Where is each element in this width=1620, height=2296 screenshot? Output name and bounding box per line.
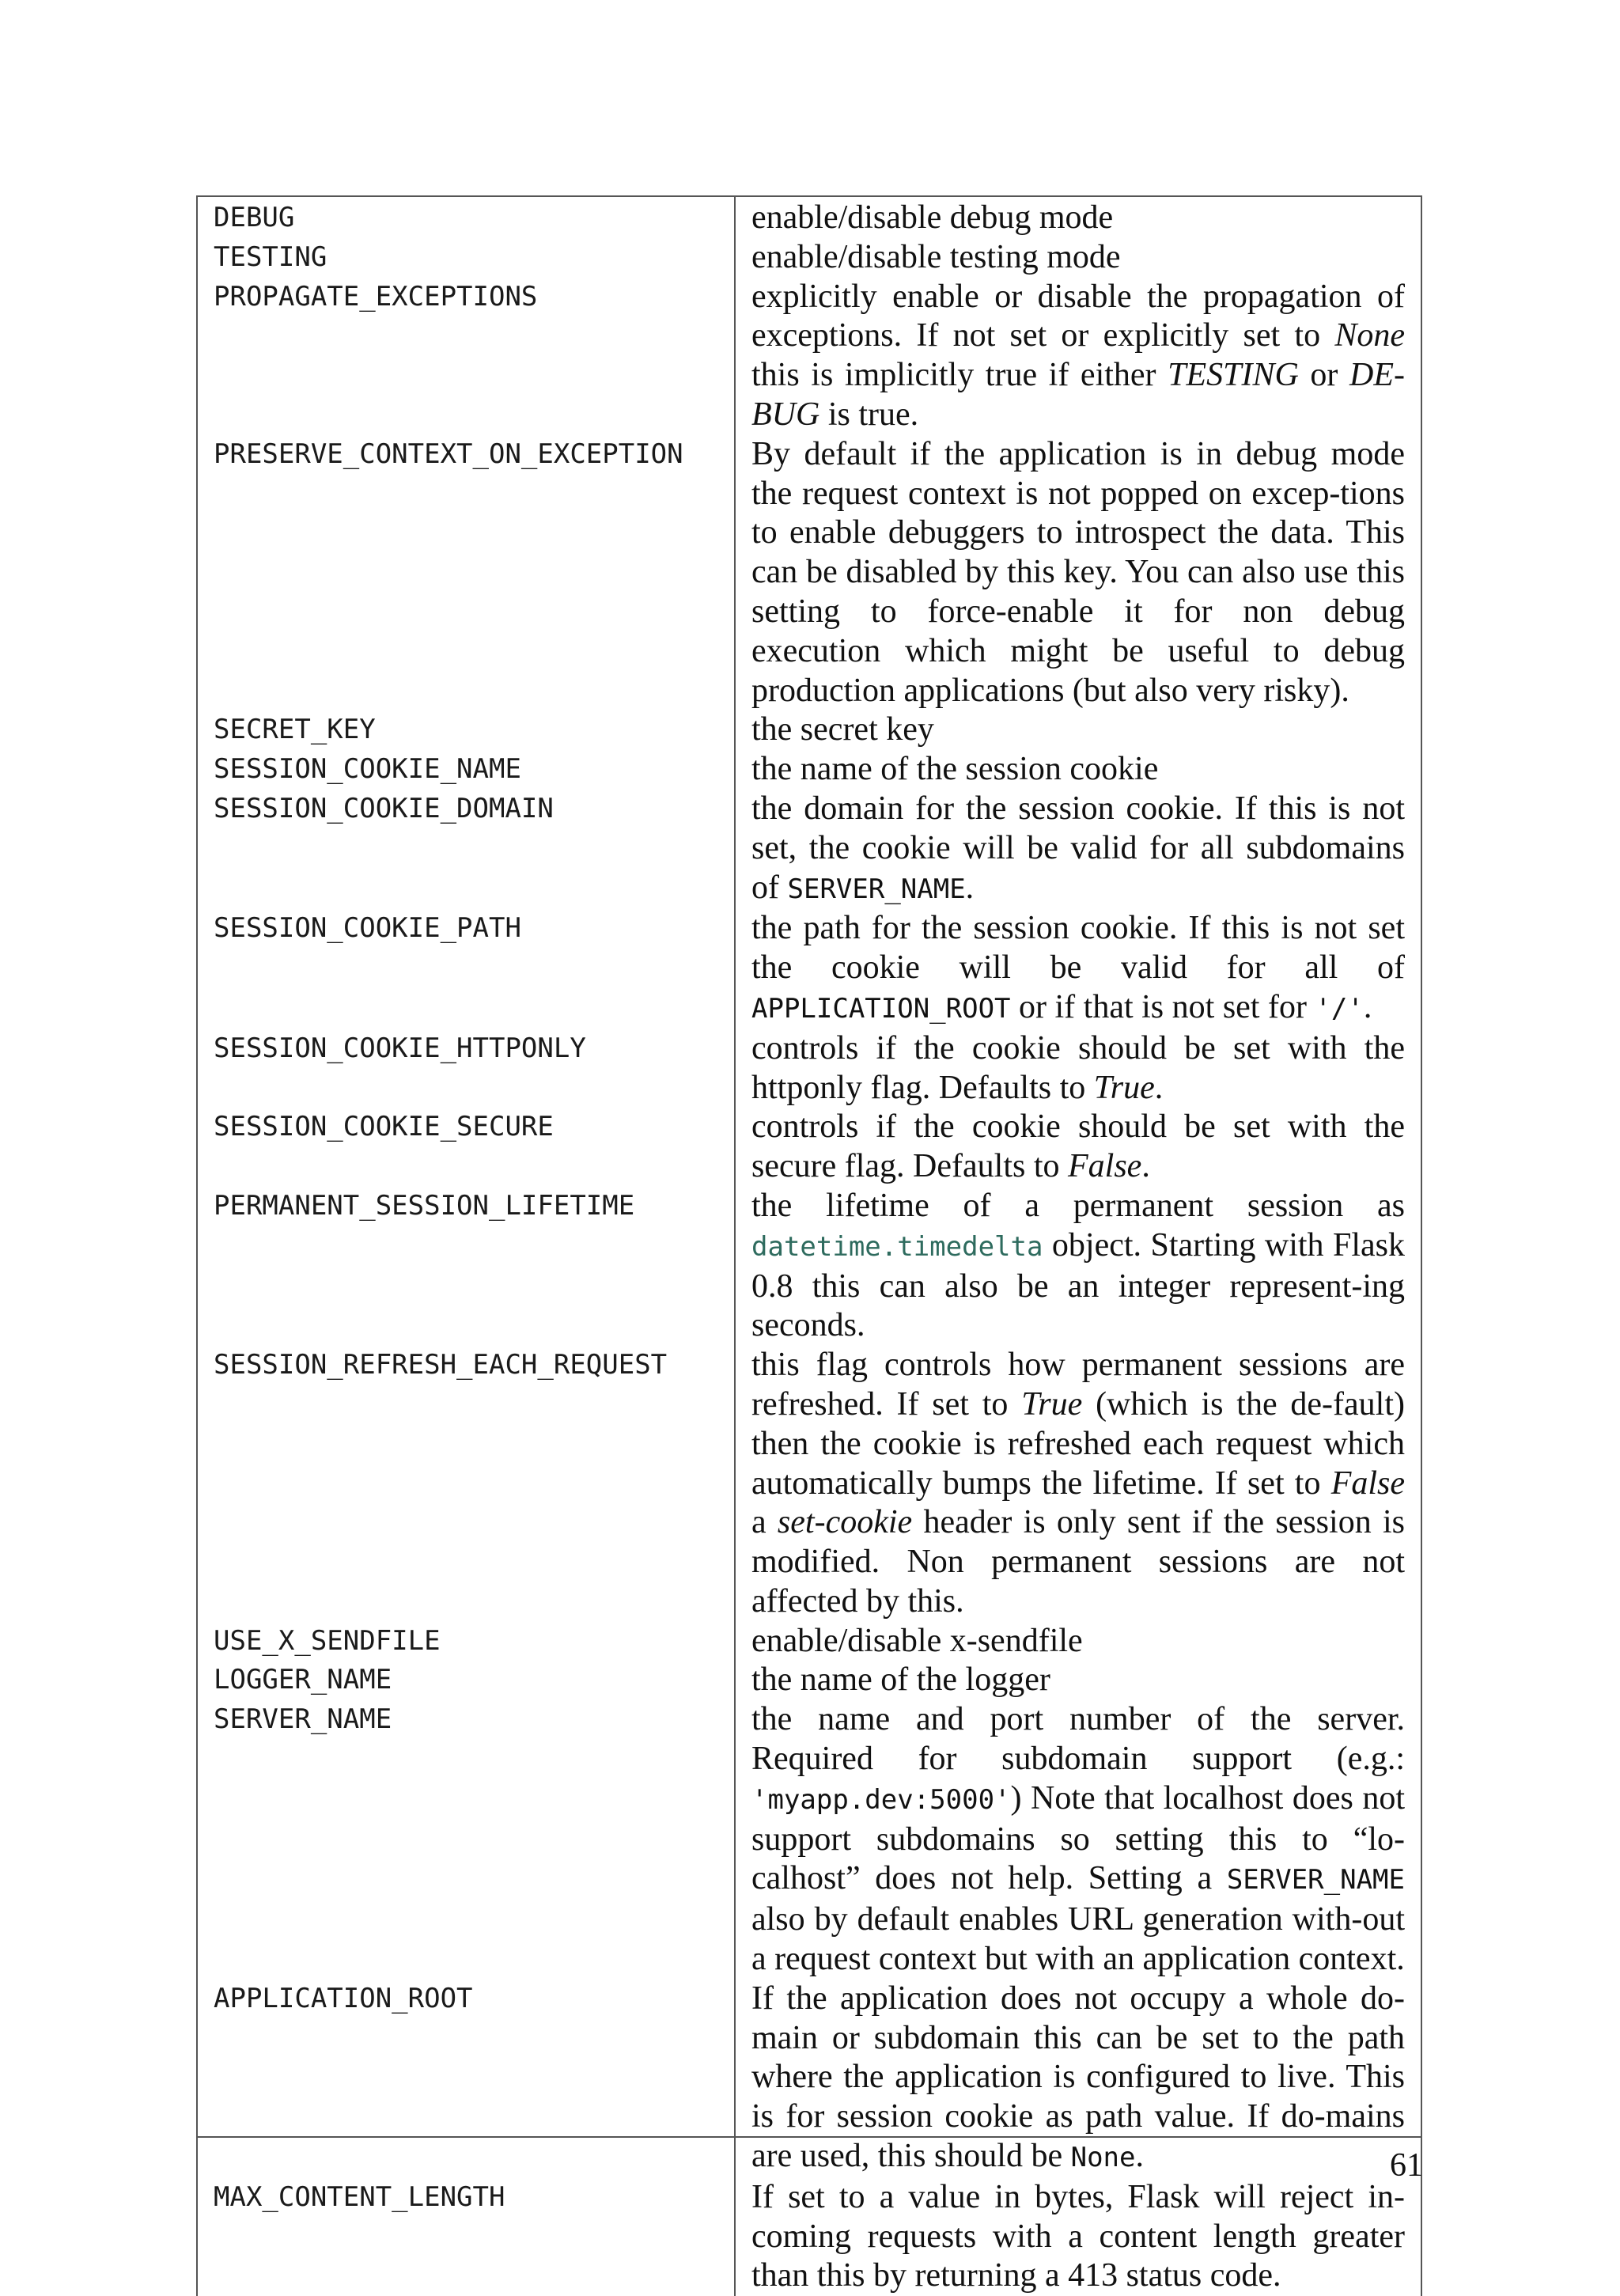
description-text: explicitly enable or disable the propagation of exceptions. If not set or explicitly set to <box>751 278 1405 354</box>
config-key: PROPAGATE_EXCEPTIONS <box>197 278 735 435</box>
description-text: ) Note that localhost does not support subdomains so setting this to “lo-calhost” does not help. Setting a <box>751 1779 1405 1897</box>
description-text: the secret key <box>751 711 934 748</box>
inline-code: 'myapp.dev:5000' <box>751 1783 1011 1816</box>
doc-link[interactable]: datetime.timedelta <box>751 1230 1043 1263</box>
config-key: SESSION_COOKIE_NAME <box>197 750 735 790</box>
inline-code: SERVER_NAME <box>1226 1864 1405 1896</box>
inline-code: SERVER_NAME <box>787 873 966 905</box>
description-text: also by default enables URL generation with-out a request context but with an application context. <box>751 1901 1405 1978</box>
description-text: By default if the application is in debug mode the request context is not popped on excep-tions to enable debuggers to introspect the data. This can be disabled by this key. You can also use this setting to force-enable it for non debug execution which might be useful to debug production applications (but also very risky). <box>751 435 1405 709</box>
description-text: enable/disable x-sendfile <box>751 1622 1083 1659</box>
config-key: DEBUG <box>197 196 735 238</box>
config-row <box>197 710 1421 750</box>
config-description <box>735 1108 1421 1187</box>
description-text: the lifetime of a permanent session as <box>751 1187 1405 1224</box>
config-row <box>197 1700 1421 1980</box>
description-text: set-cookie <box>777 1504 913 1541</box>
description-text: None <box>1334 317 1405 354</box>
description-text: the name of the session cookie <box>751 751 1159 788</box>
description-text: . <box>1363 988 1372 1025</box>
config-key: APPLICATION_ROOT <box>197 1980 735 2178</box>
description-text: (which is the de-fault) then the cookie is refreshed each request which automatically bumps the lifetime. If set to <box>751 1385 1405 1502</box>
description-text: . <box>1154 1069 1164 1106</box>
description-text: header is only sent if the session is modified. Non permanent sessions are not affected by this. <box>751 1504 1405 1620</box>
config-description <box>735 710 1421 750</box>
config-key: LOGGER_NAME <box>197 1661 735 1700</box>
page-number: 61 <box>1390 2147 1423 2184</box>
config-row <box>197 790 1421 909</box>
inline-code: '/' <box>1315 992 1364 1025</box>
description-text: . <box>1141 1148 1150 1185</box>
config-key: USE_X_SENDFILE <box>197 1622 735 1661</box>
description-text: the domain for the session cookie. If this is not set, the cookie will be valid for all subdomains of <box>751 790 1405 906</box>
description-text: the path for the session cookie. If this is not set the cookie will be valid for all of <box>751 910 1405 987</box>
config-row <box>197 909 1421 1029</box>
description-text: a <box>751 1504 778 1541</box>
config-row <box>197 435 1421 711</box>
description-text: the name of the logger <box>751 1661 1050 1699</box>
description-text: or if that is not set for <box>1010 988 1315 1025</box>
description-text: enable/disable testing mode <box>751 238 1121 275</box>
config-row <box>197 1622 1421 1661</box>
config-row <box>197 1980 1421 2178</box>
config-description <box>735 1980 1421 2178</box>
config-description <box>735 238 1421 278</box>
config-table-body <box>197 196 1421 2296</box>
config-key: SESSION_COOKIE_SECURE <box>197 1108 735 1187</box>
page-bottom-rule <box>196 2136 1422 2138</box>
config-description <box>735 1187 1421 1346</box>
description-text: the name and port number of the server. Required for subdomain support (e.g.: <box>751 1701 1405 1778</box>
description-text: or <box>1298 357 1349 394</box>
description-text: controls if the cookie should be set with the httponly flag. Defaults to <box>751 1029 1405 1106</box>
config-key: MAX_CONTENT_LENGTH <box>197 2178 735 2296</box>
config-key: SECRET_KEY <box>197 710 735 750</box>
config-row <box>197 238 1421 278</box>
description-text: . <box>1135 2138 1144 2175</box>
config-row <box>197 750 1421 790</box>
config-key: SESSION_COOKIE_HTTPONLY <box>197 1029 735 1108</box>
config-description <box>735 1346 1421 1622</box>
description-text: True <box>1093 1069 1155 1106</box>
config-key: SESSION_COOKIE_PATH <box>197 909 735 1029</box>
config-description <box>735 909 1421 1029</box>
description-text: If set to a value in bytes, Flask will reject in-coming requests with a content length greater than this by returning a 413 status code. <box>751 2178 1405 2294</box>
config-row <box>197 1108 1421 1187</box>
description-text: this flag controls how permanent sessions are refreshed. If set to <box>751 1347 1405 1423</box>
config-row <box>197 1029 1421 1108</box>
config-row <box>197 1661 1421 1700</box>
config-key: TESTING <box>197 238 735 278</box>
description-text: False <box>1330 1464 1405 1502</box>
config-description <box>735 2178 1421 2296</box>
description-text: controls if the cookie should be set with the secure flag. Defaults to <box>751 1108 1405 1185</box>
config-key: SERVER_NAME <box>197 1700 735 1980</box>
config-key: PRESERVE_CONTEXT_ON_EXCEPTION <box>197 435 735 711</box>
config-row <box>197 1346 1421 1622</box>
inline-code: APPLICATION_ROOT <box>751 992 1011 1025</box>
description-text: TESTING <box>1168 357 1299 394</box>
inline-code: None <box>1070 2142 1136 2174</box>
config-description <box>735 1661 1421 1700</box>
config-description <box>735 435 1421 711</box>
config-row <box>197 2178 1421 2296</box>
config-description <box>735 1700 1421 1980</box>
config-row <box>197 278 1421 435</box>
description-text: is true. <box>819 396 919 433</box>
config-description <box>735 196 1421 238</box>
description-text: DE-BUG <box>751 357 1405 433</box>
description-text: object. Starting with Flask 0.8 this can also be an integer represent-ing seconds. <box>751 1226 1405 1344</box>
description-text: False <box>1068 1148 1142 1185</box>
config-description <box>735 1029 1421 1108</box>
config-description <box>735 1622 1421 1661</box>
config-key: SESSION_COOKIE_DOMAIN <box>197 790 735 909</box>
config-description <box>735 278 1421 435</box>
description-text: If the application does not occupy a whole do-main or subdomain this can be set to the path where the application is configured to live. This is for session cookie as path value. If do-mains are used, this should be <box>751 1980 1405 2175</box>
config-description <box>735 790 1421 909</box>
description-text: . <box>965 869 975 906</box>
config-row <box>197 196 1421 238</box>
config-description <box>735 750 1421 790</box>
config-row <box>197 1187 1421 1346</box>
config-key: PERMANENT_SESSION_LIFETIME <box>197 1187 735 1346</box>
description-text: True <box>1021 1385 1083 1423</box>
config-key: SESSION_REFRESH_EACH_REQUEST <box>197 1346 735 1622</box>
description-text: this is implicitly true if either <box>751 357 1168 394</box>
config-table <box>196 195 1422 2296</box>
description-text: enable/disable debug mode <box>751 199 1114 236</box>
